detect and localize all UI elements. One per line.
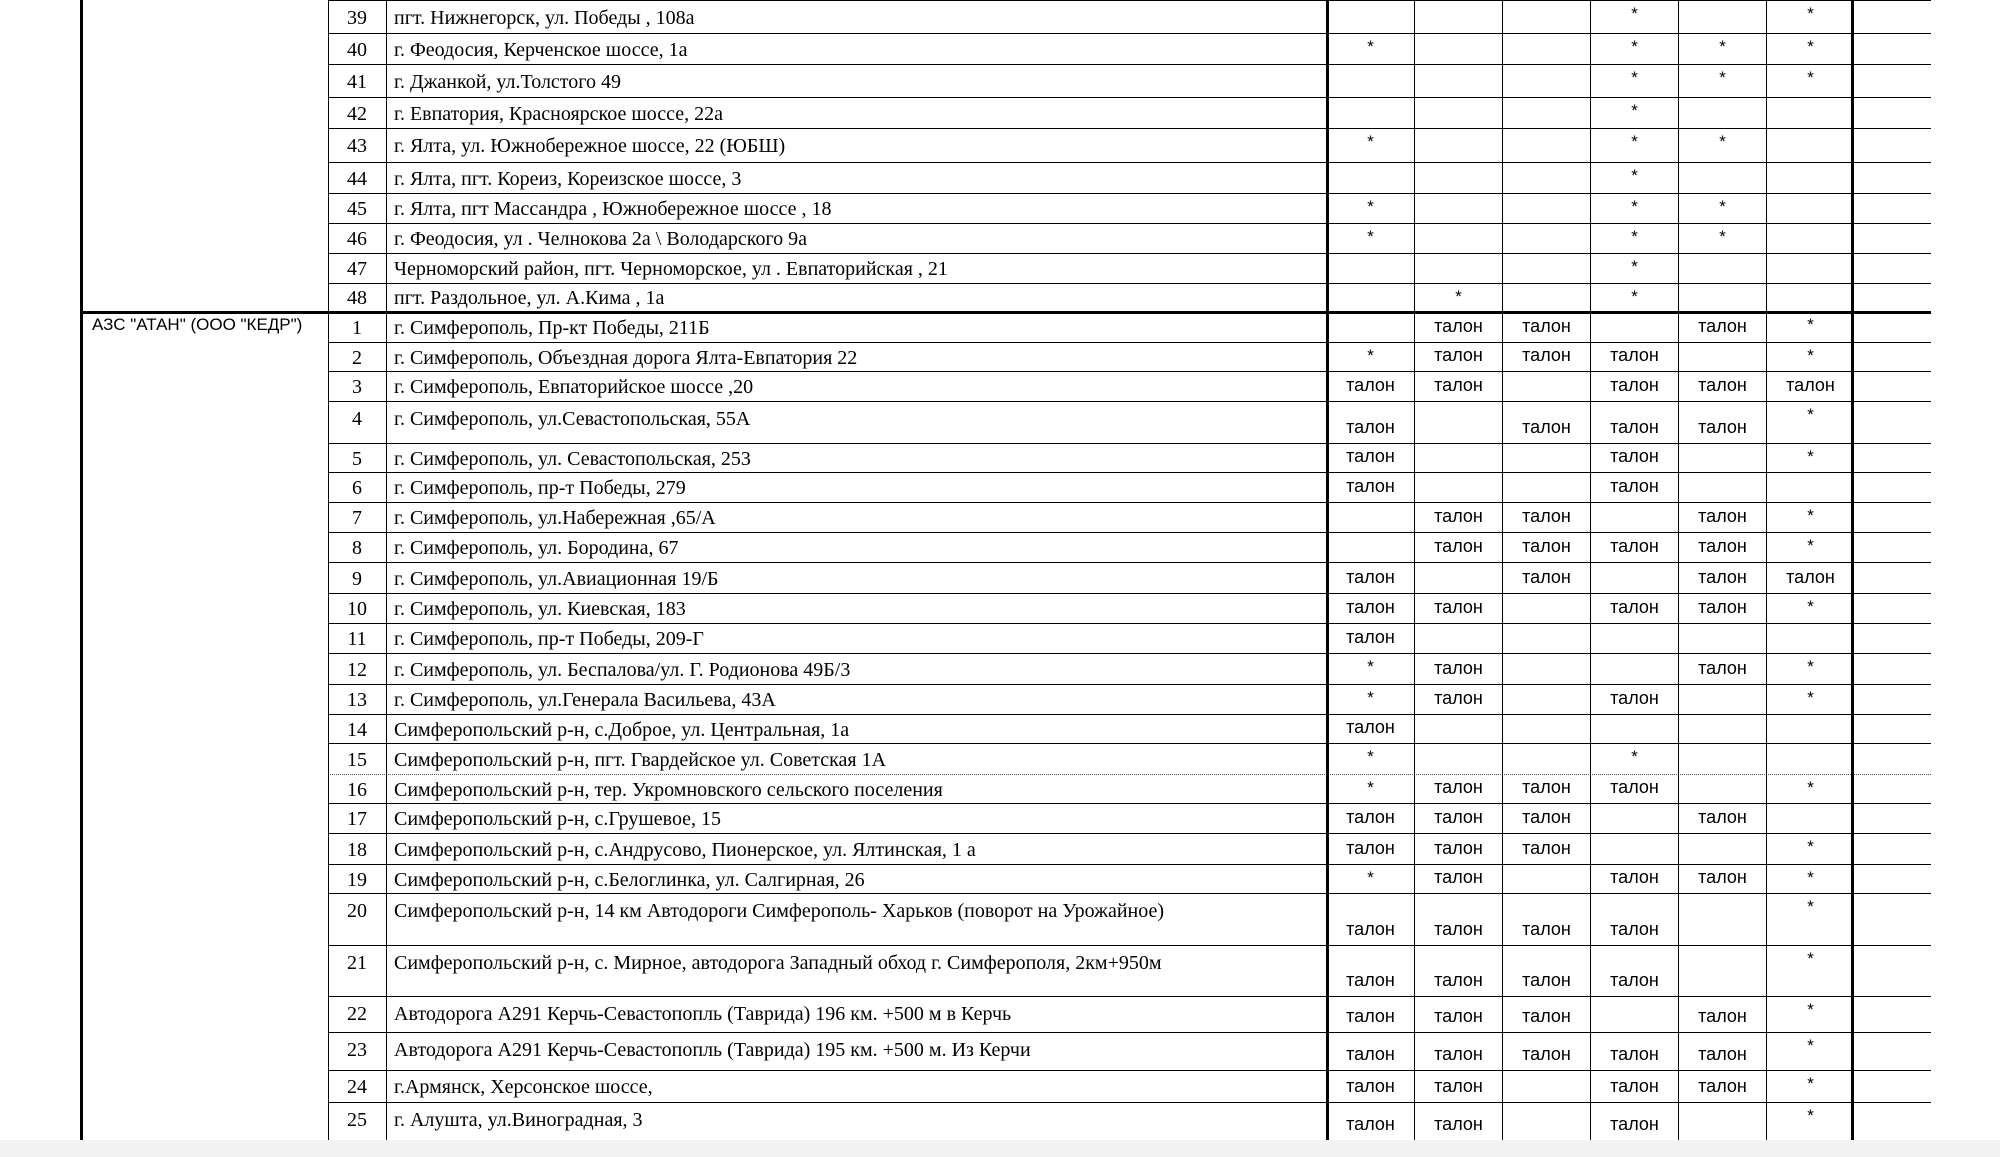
availability-asterisk: * bbox=[1631, 287, 1638, 306]
row-number: 11 bbox=[347, 628, 367, 650]
row-rule bbox=[328, 684, 1931, 685]
availability-asterisk: * bbox=[1807, 688, 1814, 707]
station-address: г. Симферополь, ул. Бородина, 67 bbox=[394, 537, 679, 559]
row-rule bbox=[328, 593, 1931, 594]
coupon-mark: талон bbox=[1434, 316, 1483, 336]
row-rule bbox=[328, 64, 1931, 65]
coupon-mark: талон bbox=[1346, 627, 1395, 647]
availability-asterisk: * bbox=[1367, 747, 1374, 766]
column-rule bbox=[386, 0, 387, 1140]
coupon-mark: талон bbox=[1610, 919, 1659, 939]
row-number: 3 bbox=[352, 376, 362, 398]
station-address: Черноморский район, пгт. Черноморское, ул . Евпаторийская , 21 bbox=[394, 258, 948, 280]
row-number: 45 bbox=[347, 198, 367, 220]
availability-asterisk: * bbox=[1719, 68, 1726, 87]
coupon-mark: талон bbox=[1346, 375, 1395, 395]
availability-asterisk: * bbox=[1807, 405, 1814, 424]
coupon-mark: талон bbox=[1434, 375, 1483, 395]
coupon-mark: талон bbox=[1346, 446, 1395, 466]
station-address: г. Симферополь, ул.Генерала Васильева, 43А bbox=[394, 689, 776, 711]
coupon-mark: талон bbox=[1610, 688, 1659, 708]
row-rule bbox=[328, 833, 1931, 834]
coupon-mark: талон bbox=[1346, 1076, 1395, 1096]
coupon-mark: талон bbox=[1346, 597, 1395, 617]
availability-asterisk: * bbox=[1367, 197, 1374, 216]
coupon-mark: талон bbox=[1346, 1044, 1395, 1064]
row-number: 4 bbox=[352, 408, 362, 430]
coupon-mark: талон bbox=[1786, 567, 1835, 587]
coupon-mark: талон bbox=[1698, 867, 1747, 887]
coupon-mark: талон bbox=[1434, 1114, 1483, 1134]
coupon-mark: талон bbox=[1346, 476, 1395, 496]
coupon-mark: талон bbox=[1522, 838, 1571, 858]
row-number: 46 bbox=[347, 228, 367, 250]
availability-asterisk: * bbox=[1719, 227, 1726, 246]
row-number: 2 bbox=[352, 347, 362, 369]
station-address: г. Симферополь, пр-т Победы, 209-Г bbox=[394, 628, 704, 650]
coupon-mark: талон bbox=[1434, 970, 1483, 990]
row-rule bbox=[328, 893, 1931, 894]
coupon-mark: талон bbox=[1698, 1006, 1747, 1026]
coupon-mark: талон bbox=[1346, 970, 1395, 990]
row-number: 1 bbox=[352, 317, 362, 339]
row-rule bbox=[328, 623, 1931, 624]
coupon-mark: талон bbox=[1346, 567, 1395, 587]
availability-asterisk: * bbox=[1367, 346, 1374, 365]
row-number: 7 bbox=[352, 507, 362, 529]
coupon-mark: талон bbox=[1698, 1044, 1747, 1064]
station-address: Симферопольский р-н, с.Грушевое, 15 bbox=[394, 808, 722, 830]
coupon-mark: талон bbox=[1610, 345, 1659, 365]
station-address: г. Евпатория, Красноярское шоссе, 22а bbox=[394, 103, 724, 125]
row-number: 14 bbox=[347, 719, 367, 741]
availability-asterisk: * bbox=[1807, 346, 1814, 365]
availability-asterisk: * bbox=[1367, 132, 1374, 151]
availability-asterisk: * bbox=[1631, 37, 1638, 56]
row-number: 25 bbox=[347, 1109, 367, 1131]
coupon-mark: талон bbox=[1522, 807, 1571, 827]
row-rule bbox=[328, 1032, 1931, 1033]
availability-asterisk: * bbox=[1807, 447, 1814, 466]
station-address: Симферопольский р-н, с.Андрусово, Пионерское, ул. Ялтинская, 1 а bbox=[394, 839, 976, 861]
row-number: 10 bbox=[347, 598, 367, 620]
coupon-mark: талон bbox=[1434, 536, 1483, 556]
row-number: 8 bbox=[352, 537, 362, 559]
station-address: Автодорога А291 Керчь-Севастопопль (Таврида) 195 км. +500 м. Из Керчи bbox=[394, 1039, 1031, 1061]
row-rule bbox=[328, 996, 1931, 997]
availability-asterisk: * bbox=[1807, 868, 1814, 887]
row-number: 19 bbox=[347, 869, 367, 891]
coupon-mark: талон bbox=[1522, 970, 1571, 990]
availability-asterisk: * bbox=[1807, 1000, 1814, 1019]
row-rule bbox=[328, 33, 1931, 34]
availability-asterisk: * bbox=[1367, 227, 1374, 246]
coupon-mark: талон bbox=[1698, 658, 1747, 678]
coupon-mark: талон bbox=[1522, 536, 1571, 556]
coupon-mark: талон bbox=[1610, 1114, 1659, 1134]
availability-asterisk: * bbox=[1631, 101, 1638, 120]
station-address: г. Ялта, ул. Южнобережное шоссе, 22 (ЮБШ) bbox=[394, 135, 786, 157]
station-address: г. Джанкой, ул.Толстого 49 bbox=[394, 71, 621, 93]
row-rule bbox=[328, 714, 1931, 715]
coupon-mark: талон bbox=[1698, 567, 1747, 587]
station-address: г. Феодосия, ул . Челнокова 2а \ Володарского 9а bbox=[394, 228, 808, 250]
station-address: Симферопольский р-н, с. Мирное, автодорога Западный обход г. Симферополя, 2км+950м bbox=[394, 952, 1162, 974]
availability-asterisk: * bbox=[1367, 688, 1374, 707]
coupon-mark: талон bbox=[1610, 597, 1659, 617]
station-address: г. Ялта, пгт. Кореиз, Кореизское шоссе, 3 bbox=[394, 168, 742, 190]
coupon-mark: талон bbox=[1434, 597, 1483, 617]
coupon-mark: талон bbox=[1434, 658, 1483, 678]
station-address: пгт. Нижнегорск, ул. Победы , 108а bbox=[394, 7, 695, 29]
row-number: 12 bbox=[347, 659, 367, 681]
row-rule bbox=[328, 97, 1931, 98]
coupon-mark: талон bbox=[1434, 1044, 1483, 1064]
coupon-mark: талон bbox=[1346, 919, 1395, 939]
coupon-mark: талон bbox=[1434, 777, 1483, 797]
station-address: г. Симферополь, ул.Набережная ,65/А bbox=[394, 507, 716, 529]
page-bottom-margin bbox=[0, 1140, 2000, 1157]
coupon-mark: талон bbox=[1698, 597, 1747, 617]
row-rule bbox=[328, 532, 1931, 533]
availability-asterisk: * bbox=[1631, 197, 1638, 216]
coupon-mark: талон bbox=[1610, 867, 1659, 887]
coupon-mark: талон bbox=[1610, 970, 1659, 990]
row-rule bbox=[328, 472, 1931, 473]
station-address: г. Ялта, пгт Массандра , Южнобережное шоссе , 18 bbox=[394, 198, 832, 220]
availability-asterisk: * bbox=[1631, 166, 1638, 185]
row-number: 16 bbox=[347, 779, 367, 801]
row-number: 15 bbox=[347, 749, 367, 771]
availability-asterisk: * bbox=[1807, 68, 1814, 87]
station-address: Автодорога А291 Керчь-Севастопопль (Таврида) 196 км. +500 м в Керчь bbox=[394, 1003, 1012, 1025]
availability-asterisk: * bbox=[1807, 1036, 1814, 1055]
row-rule bbox=[328, 945, 1931, 946]
coupon-mark: талон bbox=[1610, 476, 1659, 496]
availability-asterisk: * bbox=[1807, 4, 1814, 23]
coupon-mark: талон bbox=[1786, 375, 1835, 395]
station-address: г. Симферополь, пр-т Победы, 279 bbox=[394, 477, 686, 499]
coupon-mark: талон bbox=[1698, 807, 1747, 827]
station-group-label: АЗС "АТАН" (ООО "КЕДР") bbox=[92, 315, 303, 334]
coupon-mark: талон bbox=[1434, 506, 1483, 526]
coupon-mark: талон bbox=[1522, 777, 1571, 797]
row-number: 47 bbox=[347, 258, 367, 280]
availability-asterisk: * bbox=[1631, 4, 1638, 23]
station-address: Симферопольский р-н, тер. Укромновского сельского поселения bbox=[394, 779, 943, 801]
station-address: г. Симферополь, Объездная дорога Ялта-Евпатория 22 bbox=[394, 347, 858, 369]
row-number: 43 bbox=[347, 135, 367, 157]
row-number: 13 bbox=[347, 689, 367, 711]
availability-asterisk: * bbox=[1631, 68, 1638, 87]
availability-asterisk: * bbox=[1807, 536, 1814, 555]
row-number: 20 bbox=[347, 900, 367, 922]
coupon-mark: талон bbox=[1346, 807, 1395, 827]
availability-asterisk: * bbox=[1719, 132, 1726, 151]
coupon-mark: талон bbox=[1346, 1006, 1395, 1026]
row-number: 9 bbox=[352, 568, 362, 590]
row-rule bbox=[328, 743, 1931, 744]
row-rule bbox=[328, 1102, 1931, 1103]
coupon-mark: талон bbox=[1698, 375, 1747, 395]
row-rule bbox=[328, 371, 1931, 372]
coupon-mark: талон bbox=[1434, 1006, 1483, 1026]
station-address: Симферопольский р-н, пгт. Гвардейское ул. Советская 1А bbox=[394, 749, 887, 771]
coupon-mark: талон bbox=[1610, 536, 1659, 556]
coupon-mark: талон bbox=[1346, 717, 1395, 737]
availability-asterisk: * bbox=[1807, 315, 1814, 334]
row-number: 17 bbox=[347, 808, 367, 830]
row-rule bbox=[328, 562, 1931, 563]
coupon-mark: талон bbox=[1610, 446, 1659, 466]
station-address: г.Армянск, Херсонское шоссе, bbox=[394, 1076, 653, 1098]
coupon-mark: талон bbox=[1434, 807, 1483, 827]
row-number: 21 bbox=[347, 952, 367, 974]
row-rule bbox=[328, 1070, 1931, 1071]
availability-asterisk: * bbox=[1719, 197, 1726, 216]
station-address: пгт. Раздольное, ул. А.Кима , 1а bbox=[394, 287, 665, 309]
row-rule bbox=[328, 253, 1931, 254]
row-rule bbox=[328, 283, 1931, 284]
availability-asterisk: * bbox=[1807, 1106, 1814, 1125]
row-number: 41 bbox=[347, 71, 367, 93]
availability-asterisk: * bbox=[1807, 837, 1814, 856]
availability-asterisk: * bbox=[1631, 747, 1638, 766]
row-rule bbox=[328, 223, 1931, 224]
coupon-mark: талон bbox=[1610, 777, 1659, 797]
station-address: г. Симферополь, ул. Севастопольская, 253 bbox=[394, 448, 751, 470]
station-address: г. Феодосия, Керченское шоссе, 1а bbox=[394, 39, 688, 61]
coupon-mark: талон bbox=[1346, 417, 1395, 437]
coupon-mark: талон bbox=[1434, 688, 1483, 708]
station-address: г. Симферополь, Евпаторийское шоссе ,20 bbox=[394, 376, 754, 398]
availability-asterisk: * bbox=[1367, 778, 1374, 797]
coupon-mark: талон bbox=[1610, 1076, 1659, 1096]
coupon-mark: талон bbox=[1522, 506, 1571, 526]
availability-asterisk: * bbox=[1807, 1074, 1814, 1093]
availability-asterisk: * bbox=[1807, 949, 1814, 968]
coupon-mark: талон bbox=[1522, 1044, 1571, 1064]
station-address: Симферопольский р-н, с.Белоглинка, ул. Салгирная, 26 bbox=[394, 869, 865, 891]
coupon-mark: талон bbox=[1610, 1044, 1659, 1064]
station-address: г. Алушта, ул.Виноградная, 3 bbox=[394, 1109, 643, 1131]
row-rule bbox=[328, 803, 1931, 804]
coupon-mark: талон bbox=[1522, 345, 1571, 365]
column-rule bbox=[1414, 0, 1415, 1140]
coupon-mark: талон bbox=[1698, 417, 1747, 437]
station-address: г. Симферополь, ул.Авиационная 19/Б bbox=[394, 568, 719, 590]
row-number: 44 bbox=[347, 168, 367, 190]
row-number: 6 bbox=[352, 477, 362, 499]
row-rule bbox=[328, 162, 1931, 163]
row-rule bbox=[328, 342, 1931, 343]
coupon-mark: талон bbox=[1346, 838, 1395, 858]
station-address: г. Симферополь, ул.Севастопольская, 55А bbox=[394, 408, 751, 430]
station-address: г. Симферополь, ул. Киевская, 183 bbox=[394, 598, 686, 620]
availability-asterisk: * bbox=[1367, 37, 1374, 56]
row-number: 42 bbox=[347, 103, 367, 125]
station-address: Симферопольский р-н, с.Доброе, ул. Центральная, 1а bbox=[394, 719, 850, 741]
availability-asterisk: * bbox=[1807, 506, 1814, 525]
column-rule bbox=[80, 0, 83, 1140]
coupon-mark: талон bbox=[1698, 506, 1747, 526]
availability-asterisk: * bbox=[1807, 657, 1814, 676]
coupon-mark: талон bbox=[1346, 1114, 1395, 1134]
row-rule bbox=[328, 864, 1931, 865]
row-rule bbox=[328, 128, 1931, 129]
row-number: 22 bbox=[347, 1003, 367, 1025]
coupon-mark: талон bbox=[1698, 536, 1747, 556]
availability-asterisk: * bbox=[1631, 257, 1638, 276]
station-address: г. Симферополь, Пр-кт Победы, 211Б bbox=[394, 317, 710, 339]
row-number: 48 bbox=[347, 287, 367, 309]
coupon-mark: талон bbox=[1610, 417, 1659, 437]
row-rule bbox=[328, 653, 1931, 654]
availability-asterisk: * bbox=[1807, 778, 1814, 797]
row-rule bbox=[328, 502, 1931, 503]
availability-asterisk: * bbox=[1631, 132, 1638, 151]
coupon-mark: талон bbox=[1522, 567, 1571, 587]
row-number: 5 bbox=[352, 448, 362, 470]
row-number: 40 bbox=[347, 39, 367, 61]
availability-asterisk: * bbox=[1807, 37, 1814, 56]
coupon-mark: талон bbox=[1522, 919, 1571, 939]
availability-asterisk: * bbox=[1367, 657, 1374, 676]
coupon-mark: талон bbox=[1434, 919, 1483, 939]
coupon-mark: талон bbox=[1522, 417, 1571, 437]
row-rule bbox=[328, 0, 1931, 1]
availability-asterisk: * bbox=[1631, 227, 1638, 246]
coupon-mark: талон bbox=[1610, 375, 1659, 395]
row-rule bbox=[328, 774, 1931, 775]
station-address: г. Симферополь, ул. Беспалова/ул. Г. Родионова 49Б/3 bbox=[394, 659, 851, 681]
coupon-mark: талон bbox=[1522, 1006, 1571, 1026]
coupon-mark: талон bbox=[1434, 867, 1483, 887]
coupon-mark: талон bbox=[1434, 1076, 1483, 1096]
availability-asterisk: * bbox=[1455, 287, 1462, 306]
availability-asterisk: * bbox=[1807, 597, 1814, 616]
coupon-mark: талон bbox=[1434, 838, 1483, 858]
row-number: 23 bbox=[347, 1039, 367, 1061]
row-rule bbox=[328, 401, 1931, 402]
row-rule bbox=[80, 311, 1931, 314]
availability-asterisk: * bbox=[1367, 868, 1374, 887]
station-address: Симферопольский р-н, 14 км Автодороги Симферополь- Харьков (поворот на Урожайное) bbox=[394, 900, 1165, 922]
row-number: 39 bbox=[347, 7, 367, 29]
coupon-mark: талон bbox=[1698, 1076, 1747, 1096]
coupon-mark: талон bbox=[1698, 316, 1747, 336]
coupon-mark: талон bbox=[1522, 316, 1571, 336]
coupon-mark: талон bbox=[1434, 345, 1483, 365]
row-rule bbox=[328, 443, 1931, 444]
availability-asterisk: * bbox=[1807, 897, 1814, 916]
row-number: 24 bbox=[347, 1076, 367, 1098]
availability-asterisk: * bbox=[1719, 37, 1726, 56]
row-rule bbox=[328, 193, 1931, 194]
row-number: 18 bbox=[347, 839, 367, 861]
